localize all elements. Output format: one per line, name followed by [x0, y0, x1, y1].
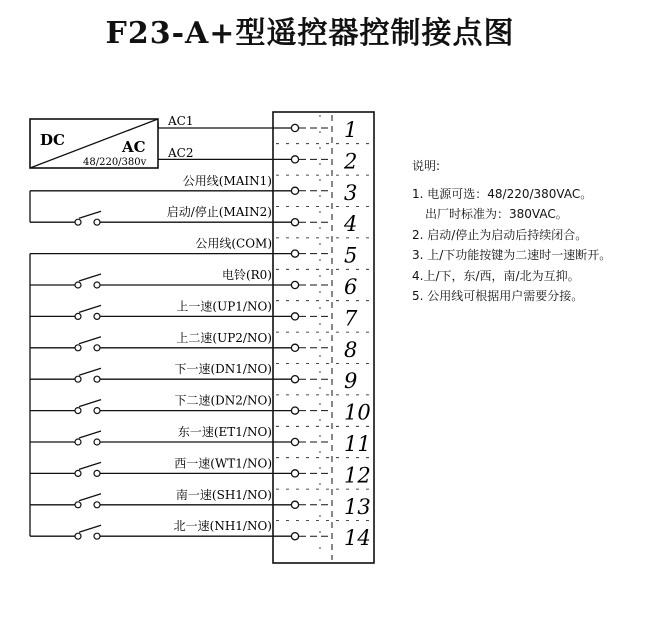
switch-contact [94, 345, 100, 351]
note-item: 1. 电源可选：48/220/380VAC。 [412, 186, 593, 201]
terminal-rows [30, 118, 371, 550]
note-item: 出厂时标准为：380VAC。 [425, 207, 568, 221]
switch-contact [94, 376, 100, 382]
note-item: 4.上/下，东/西，南/北为互抑。 [412, 268, 580, 283]
switch-contact [75, 219, 81, 225]
switch-contact [94, 439, 100, 445]
terminal-screw [291, 344, 298, 351]
terminal-screw [291, 187, 298, 194]
terminal-screw [291, 124, 298, 131]
notes-panel [412, 156, 662, 307]
terminal-number: 12 [344, 463, 371, 488]
diagram-title: F23-A+型遥控器控制接点图 [105, 16, 515, 51]
terminal-number: 11 [344, 432, 371, 456]
switch-contact [94, 313, 100, 319]
terminal-number: 9 [344, 369, 358, 394]
switch-contact [75, 470, 81, 476]
switch-contact [75, 502, 81, 508]
switch-contact [94, 408, 100, 414]
terminal-screw [291, 219, 298, 226]
terminal-label: 公用线(COM) [195, 236, 272, 251]
converter-ac-label: AC [122, 138, 146, 156]
notes-heading: 说明: [412, 159, 441, 173]
terminal-screw [291, 156, 298, 163]
terminal-screw [291, 250, 298, 257]
terminal-number: 13 [344, 494, 371, 519]
terminal-label: 电铃(R0) [221, 268, 272, 282]
switch-contact [75, 345, 81, 351]
terminal-screw [291, 470, 298, 477]
switch-contact [75, 376, 81, 382]
ac1-label: AC1 [168, 114, 194, 128]
converter-voltage-label: 48/220/380v [83, 157, 147, 168]
terminal-number: 4 [344, 212, 358, 237]
terminal-screw [291, 407, 298, 414]
terminal-label: 下二速(DN2/NO) [174, 393, 272, 408]
switch-lever [79, 400, 101, 407]
switch-contact [75, 313, 81, 319]
terminal-label: 北一速(NH1/NO) [173, 519, 272, 534]
note-item: 2. 启动/停止为启动后持续闭合。 [412, 227, 588, 242]
switch-contact [94, 219, 100, 225]
switch-contact [94, 282, 100, 288]
switch-contact [75, 408, 81, 414]
terminal-label: 启动/停止(MAIN2) [166, 205, 272, 220]
terminal-number: 5 [344, 243, 358, 268]
switch-lever [79, 305, 101, 312]
switch-lever [79, 337, 101, 344]
switch-contact [94, 470, 100, 476]
switch-lever [79, 462, 101, 469]
terminal-screw [291, 533, 298, 540]
terminal-label: 公用线(MAIN1) [182, 173, 272, 188]
terminal-label: 南一速(SH1/NO) [175, 487, 272, 502]
switch-contact [75, 439, 81, 445]
terminal-number: 2 [344, 149, 358, 174]
switch-lever [79, 368, 101, 375]
terminal-label: 东一速(ET1/NO) [177, 425, 272, 439]
terminal-label: 上一速(UP1/NO) [176, 299, 272, 314]
terminal-number: 6 [344, 275, 358, 299]
terminal-number: 1 [344, 118, 358, 142]
terminal-number: 8 [344, 337, 358, 362]
terminal-number: 14 [344, 526, 371, 551]
switch-contact [94, 502, 100, 508]
terminal-number: 10 [344, 400, 371, 425]
terminal-screw [291, 376, 298, 383]
terminal-screw [291, 281, 298, 288]
switch-contact [75, 533, 81, 539]
converter-dc-label: DC [40, 131, 65, 149]
terminal-number: 7 [344, 306, 358, 331]
terminal-number: 3 [344, 180, 358, 205]
switch-contact [94, 533, 100, 539]
note-item: 5. 公用线可根据用户需要分接。 [412, 289, 584, 303]
switch-lever [79, 431, 101, 438]
switch-lever [79, 525, 101, 532]
terminal-screw [291, 313, 298, 320]
switch-lever [79, 494, 101, 501]
terminal-label: 上二速(UP2/NO) [176, 330, 272, 345]
switch-lever [79, 274, 101, 281]
terminal-label: 西一速(WT1/NO) [174, 456, 272, 471]
ac2-label: AC2 [168, 146, 194, 160]
terminal-label: 下一速(DN1/NO) [174, 362, 272, 377]
terminal-screw [291, 438, 298, 445]
switch-contact [75, 282, 81, 288]
terminal-screw [291, 501, 298, 508]
note-item: 3. 上/下功能按键为二速时一速断开。 [412, 248, 612, 262]
switch-lever [79, 211, 101, 218]
